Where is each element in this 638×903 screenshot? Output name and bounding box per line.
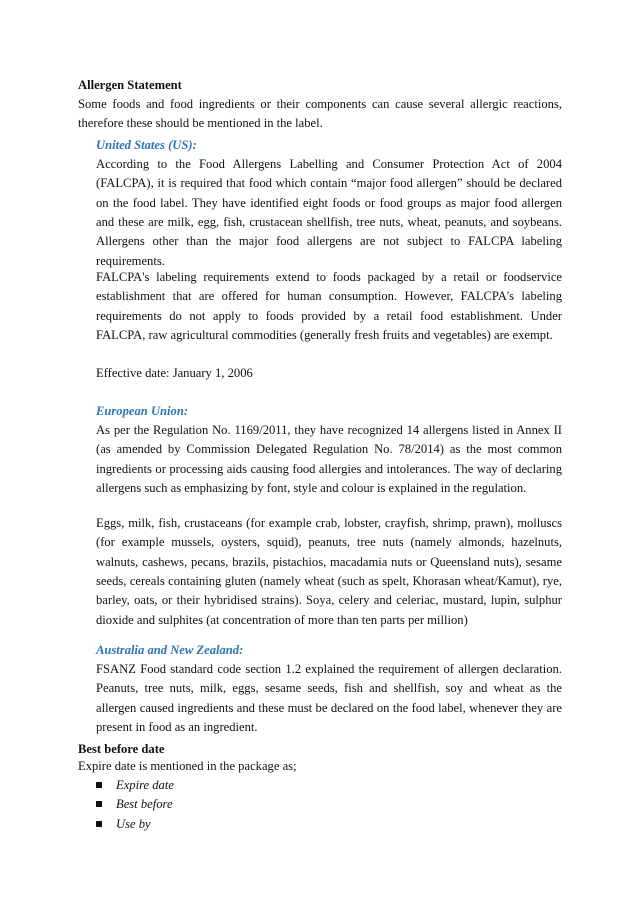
best-before-heading: Best before date xyxy=(78,742,165,756)
us-subheading: United States (US): xyxy=(96,138,197,152)
list-item xyxy=(96,815,174,834)
anz-paragraph-1: FSANZ Food standard code section 1.2 explained the requirement of allergen declaration. Peanuts, tree nuts, milk, eggs, sesame seeds, fish and shellfish, soy and wheat as the allergen caused ingredients and these must be declared on the food label, whenever they are present in food as an ingredient. xyxy=(96,662,562,735)
square-bullet-icon xyxy=(96,801,102,807)
square-bullet-icon xyxy=(96,821,102,827)
date-terms-list xyxy=(96,776,174,834)
list-item-text: Best before xyxy=(116,797,173,812)
square-bullet-icon xyxy=(96,782,102,788)
eu-subheading: European Union: xyxy=(96,404,189,418)
us-paragraph-2: FALCPA's labeling requirements extend to foods packaged by a retail or foodservice establishment that are offered for human consumption. However, FALCPA's labeling requirements do not apply to foods provided by a retail food establishment. Under FALCPA, raw agricultural commodities (generally fresh fruits and vegetables) are exempt. xyxy=(96,270,562,343)
us-effective-date: Effective date: January 1, 2006 xyxy=(96,366,253,380)
list-item xyxy=(96,776,174,795)
eu-paragraph-2: Eggs, milk, fish, crustaceans (for example crab, lobster, crayfish, shrimp, prawn), molluscs (for example mussels, oysters, squid), peanuts, tree nuts (namely almonds, hazelnuts, walnuts, cashews, pecans, brazils, pistachios, macadamia nuts or Queensland nuts), sesame seeds, cereals containing gluten (namely wheat (such as spelt, Khorasan wheat/Kamut), rye, barley, oats, or their hybridised strains). Soya, celery and celeriac, mustard, lupin, sulphur dioxide and sulphites (at concentration of more than ten parts per million) xyxy=(96,516,562,627)
us-paragraph-1: According to the Food Allergens Labelling and Consumer Protection Act of 2004 (FALCPA), it is required that food which contain “major food allergen” should be declared on the food label. They have identified eight foods or food groups as major food allergen and these are milk, egg, fish, crustacean shellfish, tree nuts, wheat, peanuts, and soybeans. Allergens other than the major food allergens are not subject to FALCPA labeling requirements. xyxy=(96,157,562,268)
eu-paragraph-1: As per the Regulation No. 1169/2011, they have recognized 14 allergens listed in Annex II (as amended by Commission Delegated Regulation No. 78/2014) as the most common ingredients or processing aids causing food allergies and intolerances. The way of declaring allergens such as emphasizing by font, style and colour is explained in the regulation. xyxy=(96,423,562,496)
list-item xyxy=(96,795,174,814)
allergen-statement-heading: Allergen Statement xyxy=(78,78,182,92)
list-item-text: Expire date xyxy=(116,778,174,792)
anz-subheading: Australia and New Zealand: xyxy=(96,643,244,657)
allergen-intro-paragraph: Some foods and food ingredients or their components can cause several allergic reactions, therefore these should be mentioned in the label. xyxy=(78,97,562,131)
best-before-intro: Expire date is mentioned in the package as; xyxy=(78,759,297,773)
list-item-text: Use by xyxy=(116,816,151,831)
